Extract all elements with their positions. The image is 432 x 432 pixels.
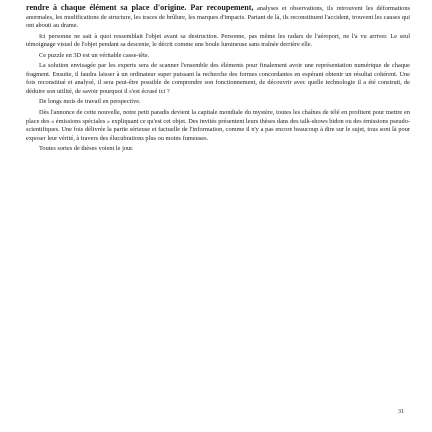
paragraph-6: Dès l'annonce de cette nouvelle, notre petit paradis devient la capitale mondiale du mystère, toutes les chaînes de télé en profitent pour mettre en place des « émissions spéciales » expliquant ce qu'est cet objet. Des invités présentent leurs thèses dans des talk-shows bidon ou des émissions pseudo-scientifiques. Une fois délivrée la partie sérieuse et factuelle de l'information, comme il n'y a pas encore beaucoup à dire sur le sujet, tous sont là pour exposer leur vérité, à travers des élucubrations plus ou moins fumeuses. bbox=[26, 109, 410, 142]
paragraph-2: Ici personne ne sait à quoi ressemblait l'objet avant sa destruction. Personne, pas même les radars de l'aéroport, ne l'a vu arriver. Le seul témoignage visuel de l'objet pendant sa descente, le décrit comme une boule lumineuse sans traînée derrière elle. bbox=[26, 32, 410, 49]
paragraph-1 bbox=[26, 3, 410, 31]
book-page bbox=[26, 3, 410, 432]
paragraph-1-text: analyses et observations, ils retrouvent les déformations anormales, les modifications de structure, les traces de brûlure, les marques d'impacts. Partant de là, ils reconstituent l'accident, trouvent les causes qui ont abouti au drame. bbox=[26, 5, 410, 30]
page-number: 31 bbox=[398, 409, 404, 415]
paragraph-4: La solution envisagée par les experts sera de scanner l'ensemble des éléments pour finalement avoir une représentation numérique de chaque fragment. Ensuite, il faudra laisser à un ordinateur super puissant la recherche des formes concordantes en espérant obtenir un résultat cohérent. Une fois reconstitué et analysé, il sera peut-être possible de comprendre son fonctionnement, de découvrir avec quelle technologie il a été construit, de déduire son utilité, de savoir pourquoi il s'est écrasé ici ? bbox=[26, 62, 410, 95]
paragraph-7: Toutes sortes de thèses voient le jour. bbox=[39, 145, 134, 153]
lead-phrase: rendre à chaque élément sa place d'origine. Par recoupement, bbox=[26, 3, 254, 12]
paragraph-5: De longs mois de travail en perspective. bbox=[39, 98, 141, 106]
paragraph-3: Ce puzzle en 3D est un véritable casse-tête. bbox=[39, 51, 150, 59]
